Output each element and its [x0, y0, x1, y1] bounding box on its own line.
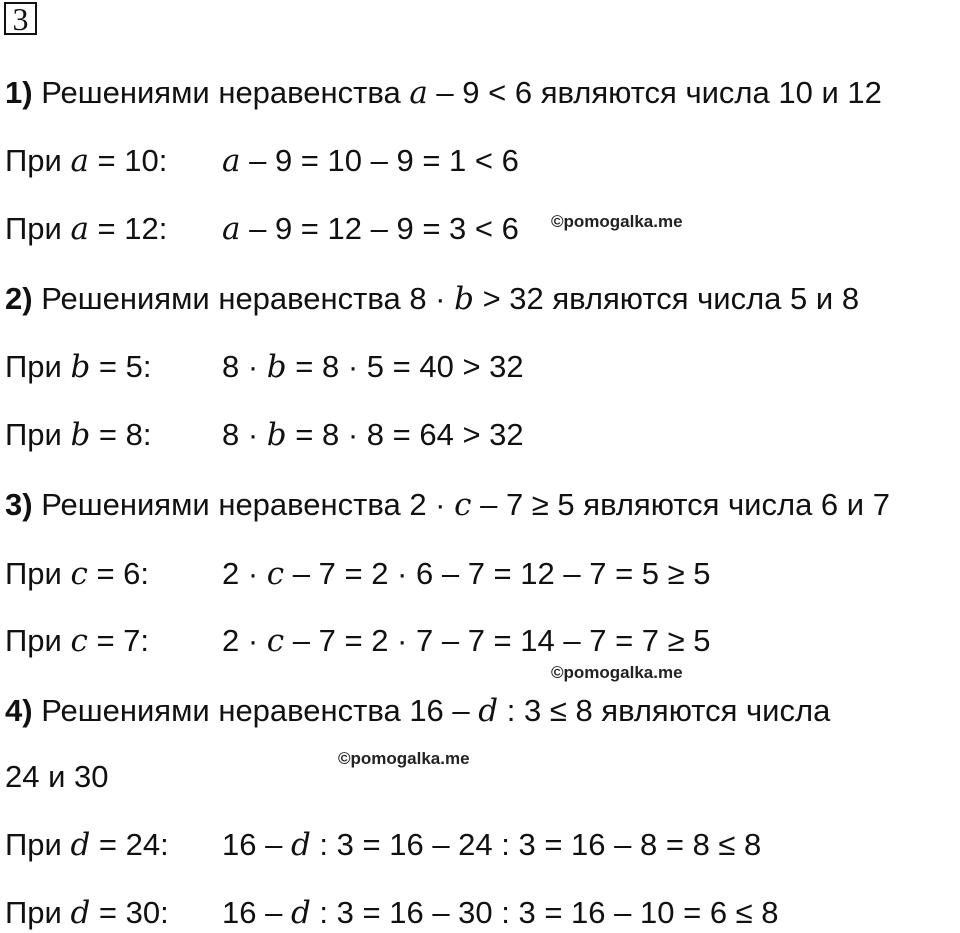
expression-variable: d [290, 895, 311, 931]
expression-prefix: 16 – [222, 827, 291, 862]
section-4-text-b: : 3 ≤ 8 являются числа [498, 693, 831, 728]
section-3-row-2-expression [222, 622, 711, 660]
expression-prefix: 8 · [222, 417, 267, 452]
section-2-variable: b [454, 281, 474, 317]
expression-rest: : 3 = 16 – 24 : 3 = 16 – 8 = 8 ≤ 8 [310, 827, 762, 862]
section-3-row-1-expression [222, 555, 711, 593]
expression-rest: – 7 = 2 · 7 – 7 = 14 – 7 = 7 ≥ 5 [284, 623, 711, 658]
section-2-row-2-label [5, 416, 152, 454]
expression-rest: – 9 = 12 – 9 = 3 < 6 [240, 211, 519, 246]
section-3-text-a: Решениями неравенства 2 · [32, 487, 455, 522]
row-label-prefix: При [5, 556, 71, 591]
watermark-2: ©pomogalka.me [551, 663, 683, 682]
section-1-text-b: – 9 < 6 являются числа 10 и 12 [427, 75, 882, 110]
expression-prefix: 16 – [222, 895, 291, 930]
expression-rest: = 8 · 8 = 64 > 32 [286, 417, 524, 452]
row-label-variable: b [70, 349, 91, 385]
expression-variable: c [266, 623, 285, 659]
expression-variable: c [266, 556, 285, 592]
section-3-row-1-label [5, 555, 149, 593]
row-label-variable: a [70, 211, 89, 247]
expression-variable: d [290, 827, 311, 863]
row-label-value: = 10: [88, 143, 168, 178]
row-label-value: = 12: [88, 211, 168, 246]
section-3-number: 3) [5, 487, 33, 522]
section-1-row-1-label [5, 142, 167, 180]
expression-variable: b [266, 417, 287, 453]
watermark-1: ©pomogalka.me [551, 212, 683, 231]
expression-variable: a [222, 143, 241, 179]
expression-rest: – 7 = 2 · 6 – 7 = 12 – 7 = 5 ≥ 5 [284, 556, 711, 591]
row-label-variable: b [70, 417, 91, 453]
row-label-value: = 7: [87, 623, 150, 658]
section-4-heading [5, 692, 830, 730]
expression-prefix: 2 · [222, 556, 267, 591]
section-4-row-1-expression [222, 826, 761, 864]
expression-rest: – 9 = 10 – 9 = 1 < 6 [240, 143, 519, 178]
section-1-row-2-expression [222, 210, 519, 248]
expression-variable: a [222, 211, 241, 247]
row-label-variable: d [70, 827, 91, 863]
section-2-number: 2) [5, 281, 33, 316]
expression-prefix: 8 · [222, 349, 267, 384]
row-label-value: = 6: [87, 556, 150, 591]
section-1-variable: a [409, 75, 428, 111]
row-label-variable: c [70, 623, 88, 659]
row-label-prefix: При [5, 349, 71, 384]
section-4-row-2-expression [222, 894, 779, 932]
watermark-3: ©pomogalka.me [338, 749, 470, 768]
task-number-box: 3 [4, 2, 37, 35]
section-3-text-b: – 7 ≥ 5 являются числа 6 и 7 [471, 487, 890, 522]
expression-prefix: 2 · [222, 623, 267, 658]
section-4-variable: d [478, 693, 499, 729]
section-2-text-a: Решениями неравенства 8 · [32, 281, 455, 316]
section-1-row-1-expression [222, 142, 519, 180]
section-1-heading [5, 74, 882, 112]
row-label-prefix: При [5, 417, 71, 452]
section-1-row-2-label [5, 210, 167, 248]
row-label-prefix: При [5, 827, 71, 862]
section-3-variable: c [454, 487, 472, 523]
row-label-variable: d [70, 895, 91, 931]
section-2-row-1-label [5, 348, 152, 386]
row-label-variable: a [70, 143, 89, 179]
expression-variable: b [266, 349, 287, 385]
section-4-heading-continuation: 24 и 30 [5, 759, 109, 794]
row-label-value: = 30: [90, 895, 169, 930]
section-4-number: 4) [5, 693, 33, 728]
section-3-heading [5, 486, 890, 524]
row-label-value: = 8: [90, 417, 152, 452]
section-1-number: 1) [5, 75, 33, 110]
section-1-text-a: Решениями неравенства [32, 75, 410, 110]
section-4-text-a: Решениями неравенства 16 – [32, 693, 479, 728]
section-4-row-1-label [5, 826, 169, 864]
row-label-value: = 24: [90, 827, 169, 862]
row-label-prefix: При [5, 143, 71, 178]
row-label-prefix: При [5, 623, 71, 658]
expression-rest: : 3 = 16 – 30 : 3 = 16 – 10 = 6 ≤ 8 [310, 895, 779, 930]
section-2-row-1-expression [222, 348, 524, 386]
expression-rest: = 8 · 5 = 40 > 32 [286, 349, 524, 384]
section-3-row-2-label [5, 622, 149, 660]
section-2-text-b: > 32 являются числа 5 и 8 [473, 281, 860, 316]
section-4-row-2-label [5, 894, 169, 932]
row-label-prefix: При [5, 895, 71, 930]
section-2-row-2-expression [222, 416, 524, 454]
row-label-prefix: При [5, 211, 71, 246]
row-label-value: = 5: [90, 349, 152, 384]
section-2-heading [5, 280, 859, 318]
row-label-variable: c [70, 556, 88, 592]
